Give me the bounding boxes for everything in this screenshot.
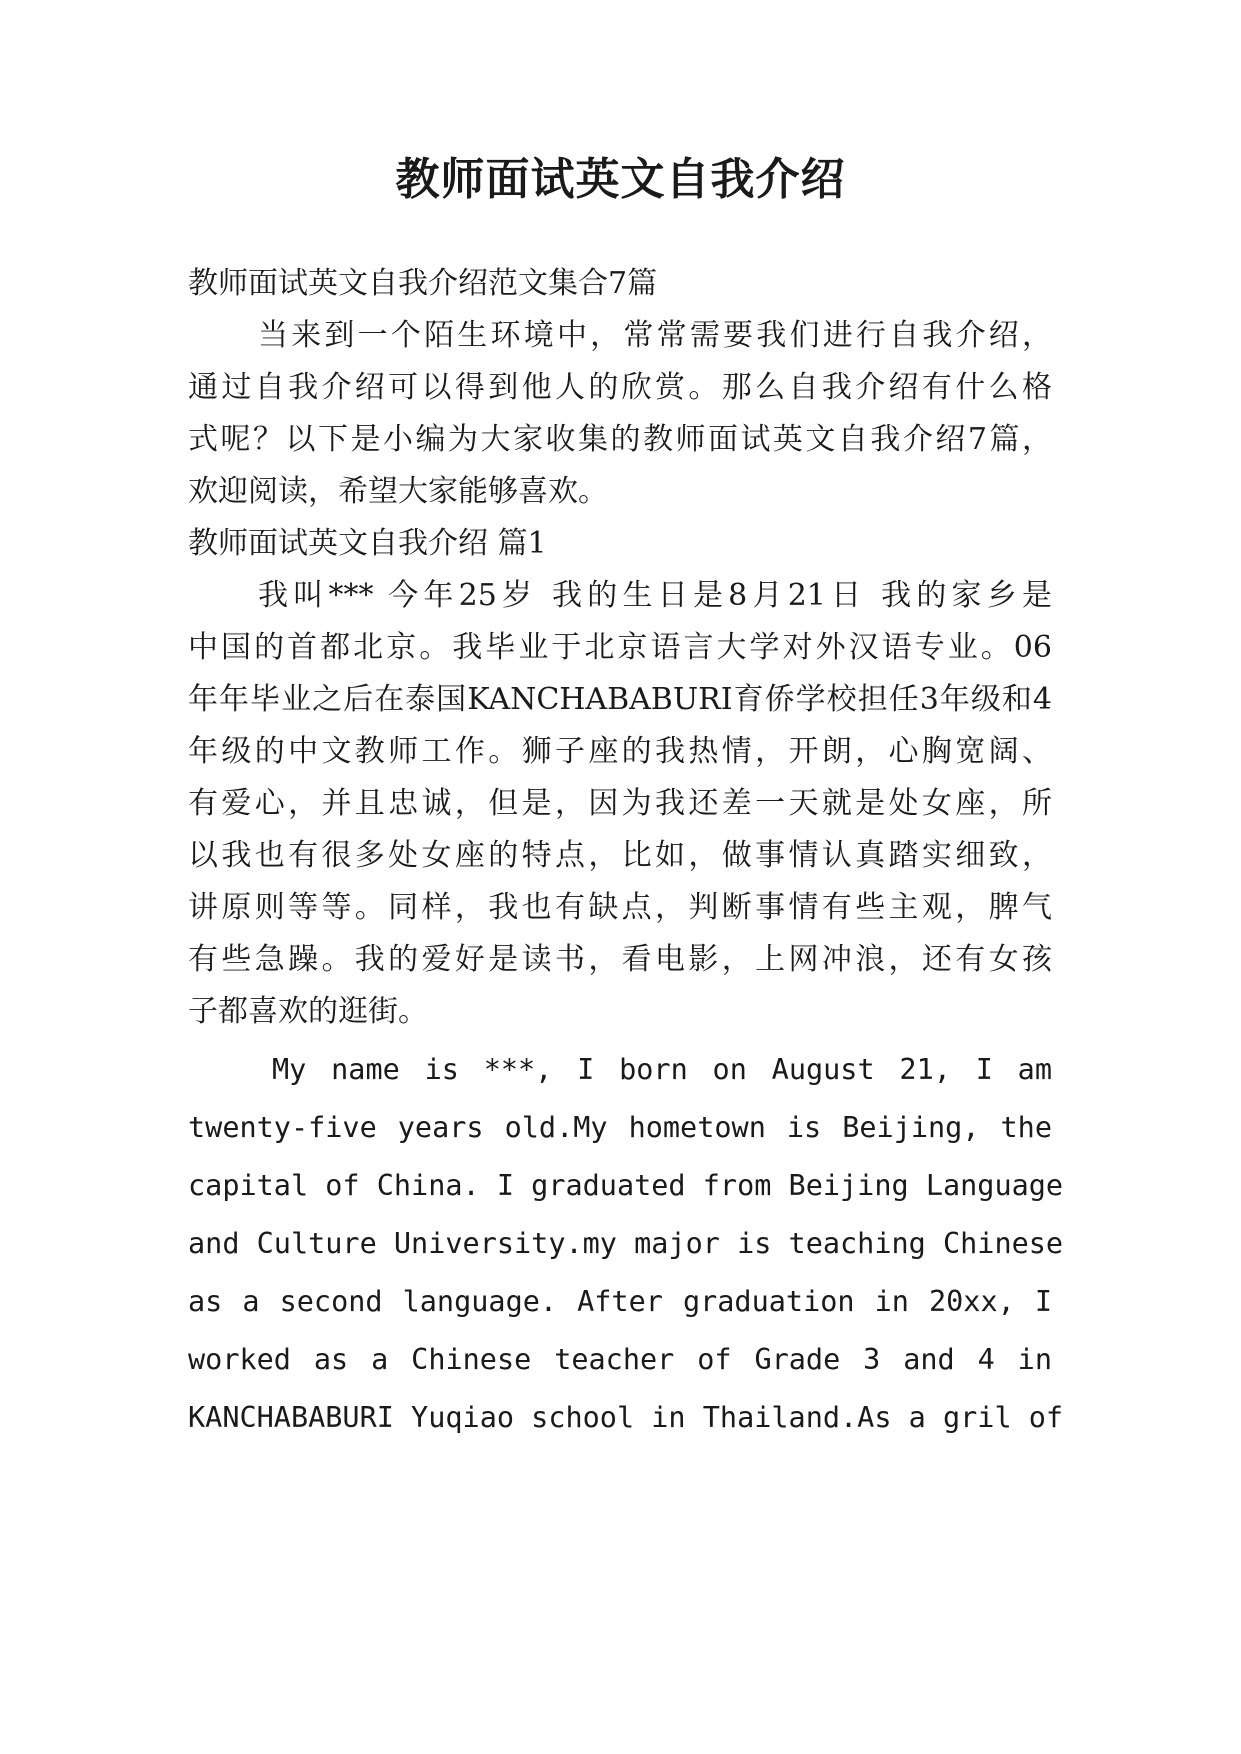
en-paragraph-line: and Culture University.my major is teaching Chinese bbox=[188, 1227, 1064, 1260]
en-paragraph-line: twenty-five years old.My hometown is Beijing, the bbox=[188, 1111, 1052, 1144]
en-paragraph-line: KANCHABABURI Yuqiao school in Thailand.As a gril of bbox=[188, 1401, 1064, 1434]
cn-paragraph-line: 年级的中文教师工作。狮子座的我热情，开朗，心胸宽阔、 bbox=[188, 734, 1052, 769]
intro-line: 式呢？以下是小编为大家收集的教师面试英文自我介绍7篇， bbox=[188, 422, 1052, 457]
document-subtitle: 教师面试英文自我介绍范文集合7篇 bbox=[188, 266, 658, 301]
cn-paragraph-line: 子都喜欢的逛街。 bbox=[188, 994, 428, 1029]
en-paragraph-line: capital of China. I graduated from Beijing Language bbox=[188, 1169, 1064, 1202]
cn-paragraph-line: 中国的首都北京。我毕业于北京语言大学对外汉语专业。06 bbox=[188, 630, 1052, 665]
intro-line: 通过自我介绍可以得到他人的欣赏。那么自我介绍有什么格 bbox=[188, 370, 1052, 405]
intro-line: 欢迎阅读，希望大家能够喜欢。 bbox=[188, 474, 608, 509]
en-paragraph-line: worked as a Chinese teacher of Grade 3 and 4 in bbox=[188, 1343, 1052, 1376]
en-paragraph-line: My name is ***, I born on August 21, I am bbox=[272, 1053, 1052, 1086]
cn-paragraph-line: 有些急躁。我的爱好是读书，看电影，上网冲浪，还有女孩 bbox=[188, 942, 1052, 977]
en-paragraph-line: as a second language. After graduation in 20xx, I bbox=[188, 1285, 1052, 1318]
cn-paragraph-line: 我叫*** 今年25岁 我的生日是8月21日 我的家乡是 bbox=[258, 578, 1052, 613]
cn-paragraph-line: 讲原则等等。同样，我也有缺点，判断事情有些主观，脾气 bbox=[188, 890, 1052, 925]
cn-paragraph-line: 年年毕业之后在泰国KANCHABABURI育侨学校担任3年级和4 bbox=[188, 682, 1052, 717]
cn-paragraph-line: 以我也有很多处女座的特点，比如，做事情认真踏实细致， bbox=[188, 838, 1052, 873]
cn-paragraph-line: 有爱心，并且忠诚，但是，因为我还差一天就是处女座，所 bbox=[188, 786, 1052, 821]
intro-line: 当来到一个陌生环境中，常常需要我们进行自我介绍， bbox=[258, 318, 1052, 353]
section-heading: 教师面试英文自我介绍 篇1 bbox=[188, 526, 547, 561]
document-title: 教师面试英文自我介绍 bbox=[395, 154, 846, 205]
